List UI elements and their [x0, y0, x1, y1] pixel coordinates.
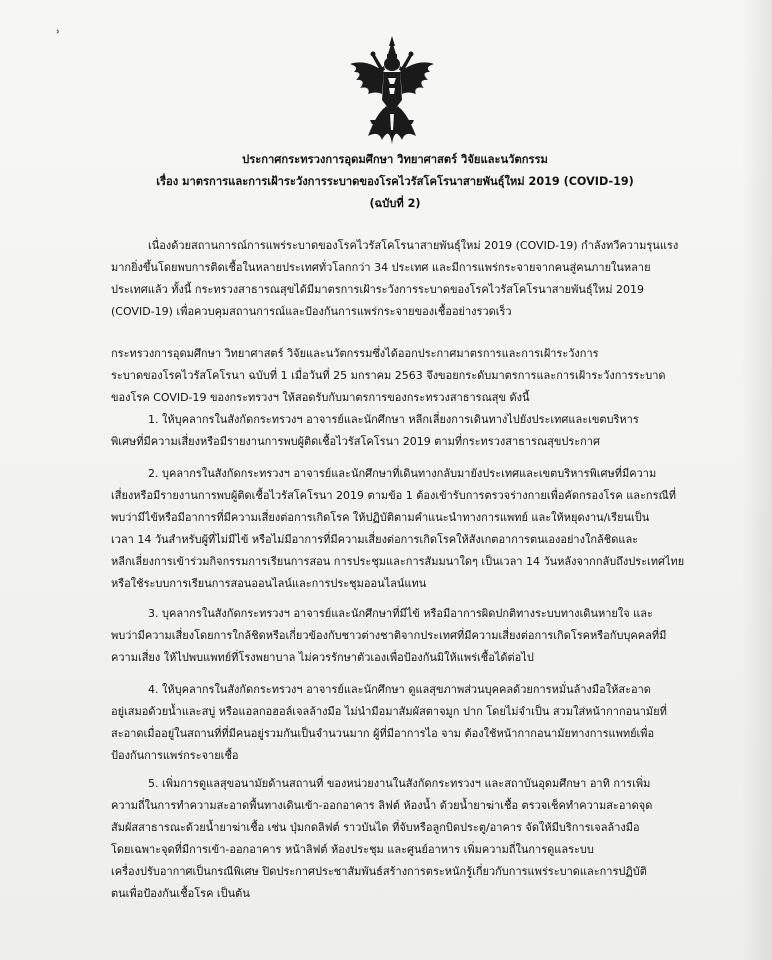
list-item-line: ตนเพื่อป้องกันเชื้อโรค เป็นต้น — [111, 887, 250, 900]
corner-mark: ˒ — [56, 25, 61, 41]
paragraph-line: (COVID-19) เพื่อควบคุมสถานการณ์และป้องกันการแพร่กระจายของเชื้ออย่างรวดเร็ว — [111, 305, 512, 318]
list-item-line: หรือใช้ระบบการเรียนการสอนออนไลน์และการประชุมออนไลน์แทน — [111, 577, 427, 590]
list-item-line: อยู่เสมอด้วยน้ำและสบู่ หรือแอลกอฮอล์เจลล้างมือ ไม่นำมือมาสัมผัสตาจมูก ปาก โดยไม่จำเป็น สวมใส่หน้ากากอนามัยที่ — [111, 705, 667, 718]
paragraph-line: ของโรค COVID-19 ของกระทรวงฯ ให้สอดรับกับมาตรการของกระทรวงสาธารณสุข ดังนี้ — [111, 391, 530, 404]
announcement-subject: เรื่อง มาตรการและการเฝ้าระวังการระบาดของโรคไวรัสโคโรนาสายพันธุ์ใหม่ 2019 (COVID-19) — [156, 175, 634, 188]
list-item-line: พบว่ามีไข้หรือมีอาการที่มีความเสี่ยงต่อการเกิดโรค ให้ปฏิบัติตามคำแนะนำทางการแพทย์ และให้หยุดงาน/เรียนเป็น — [111, 511, 650, 524]
list-item-line: เครื่องปรับอากาศเป็นกรณีพิเศษ ปิดประกาศประชาสัมพันธ์สร้างการตระหนักรู้เกี่ยวกับการแพร่ระบาดและการปฏิบัติ — [111, 865, 647, 878]
list-item-line: 2. บุคลากรในสังกัดกระทรวงฯ อาจารย์และนักศึกษาที่เดินทางกลับมายังประเทศและเขตบริหารพิเศษที่มีความ — [148, 467, 657, 480]
list-item-line: สะอาดเมื่ออยู่ในสถานที่ที่มีคนอยู่รวมกันเป็นจำนวนมาก ผู้ที่มีอาการไอ จาม ต้องใช้หน้ากากอนามัยทางการแพทย์เพื่อ — [111, 727, 655, 740]
list-item-line: ความเสี่ยง ให้ไปพบแพทย์ที่โรงพยาบาล ไม่ควรรักษาตัวเองเพื่อป้องกันมิให้แพร่เชื้อได้ต่อไป — [111, 651, 534, 664]
announcement-issue-number: (ฉบับที่ 2) — [369, 197, 421, 210]
paragraph-line: ประเทศแล้ว ทั้งนี้ กระทรวงสาธารณสุขได้มีมาตรการเฝ้าระวังการระบาดของโรคไวรัสโคโรนาสายพันธุ์ใหม่ 2019 — [111, 283, 644, 296]
announcement-title: ประกาศกระทรวงการอุดมศึกษา วิทยาศาสตร์ วิจัยและนวัตกรรม — [242, 153, 548, 166]
list-item-line: หลีกเลี่ยงการเข้าร่วมกิจกรรมการเรียนการสอน การประชุมและการสัมมนาใดๆ เป็นเวลา 14 วันหลังจากกลับถึงประเทศไทย — [111, 555, 685, 568]
list-item-line: พบว่ามีความเสี่ยงโดยการใกล้ชิดหรือเกี่ยวข้องกับชาวต่างชาติจากประเทศที่มีความเสี่ยงต่อการเกิดโรคหรือกับบุคคลที่มี — [111, 629, 667, 642]
garuda-emblem-icon — [346, 34, 438, 146]
list-item-line: โดยเฉพาะจุดที่มีการเข้า-ออกอาคาร หน้าลิฟต์ ห้องประชุม และศูนย์อาหาร เพิ่มความถี่ในการดูแลระบบ — [111, 843, 594, 856]
list-item-line: 5. เพิ่มการดูแลสุขอนามัยด้านสถานที่ ของหน่วยงานในสังกัดกระทรวงฯ และสถาบันอุดมศึกษา อาทิ การเพิ่ม — [148, 777, 651, 790]
paragraph-line: กระทรวงการอุดมศึกษา วิทยาศาสตร์ วิจัยและนวัตกรรมซึ่งได้ออกประกาศมาตรการและการเฝ้าระวังการ — [111, 347, 599, 360]
list-item-line: ป้องกันการแพร่กระจายเชื้อ — [111, 749, 239, 762]
list-item-line: เสี่ยงหรือมีรายงานการพบผู้ติดเชื้อไวรัสโคโรนา 2019 ตามข้อ 1 ต้องเข้ารับการตรวจร่างกายเพื่อคัดกรองโรค และกรณีที่ — [111, 489, 676, 502]
list-item-line: เวลา 14 วันสำหรับผู้ที่ไม่มีไข้ หรือไม่มีอาการที่มีความเสี่ยงต่อการเกิดโรคให้สังเกตอาการตนเองอย่างใกล้ชิดและ — [111, 533, 639, 546]
paragraph-line: ระบาดของโรคไวรัสโคโรนา ฉบับที่ 1 เมื่อวันที่ 25 มกราคม 2563 จึงขอยกระดับมาตรการและการเฝ้าระวังการระบาด — [111, 369, 666, 382]
list-item-line: พิเศษที่มีความเสี่ยงหรือมีรายงานการพบผู้ติดเชื้อไวรัสโคโรนา 2019 ตามที่กระทรวงสาธารณสุขประกาศ — [111, 435, 601, 448]
list-item-line: 3. บุคลากรในสังกัดกระทรวงฯ อาจารย์และนักศึกษาที่มีไข้ หรือมีอาการผิดปกติทางระบบทางเดินหายใจ และ — [148, 607, 653, 620]
page-edge-shadow — [742, 0, 772, 960]
paragraph-line: มากยิ่งขึ้นโดยพบการติดเชื้อในหลายประเทศทั่วโลกกว่า 34 ประเทศ และมีการแพร่กระจายจากคนสู่คนภายในหลาย — [111, 261, 651, 274]
list-item-line: 1. ให้บุคลากรในสังกัดกระทรวงฯ อาจารย์และนักศึกษา หลีกเลี่ยงการเดินทางไปยังประเทศและเขตบริหาร — [148, 413, 639, 426]
list-item-line: 4. ให้บุคลากรในสังกัดกระทรวงฯ อาจารย์และนักศึกษา ดูแลสุขภาพส่วนบุคคลด้วยการหมั่นล้างมือให้สะอาด — [148, 683, 651, 696]
list-item-line: ความถี่ในการทำความสะอาดพื้นทางเดินเข้า-ออกอาคาร ลิฟต์ ห้องน้ำ ด้วยน้ำยาฆ่าเชื้อ ตรวจเช็คทำความสะอาดจุด — [111, 799, 653, 812]
paragraph-line: เนื่องด้วยสถานการณ์การแพร่ระบาดของโรคไวรัสโคโรนาสายพันธุ์ใหม่ 2019 (COVID-19) กำลังทวีความรุนแรง — [148, 239, 679, 252]
list-item-line: สัมผัสสาธารณะด้วยน้ำยาฆ่าเชื้อ เช่น ปุ่มกดลิฟต์ ราวบันได ที่จับหรือลูกบิดประตู/อาคาร จัดให้มีบริการเจลล้างมือ — [111, 821, 640, 834]
